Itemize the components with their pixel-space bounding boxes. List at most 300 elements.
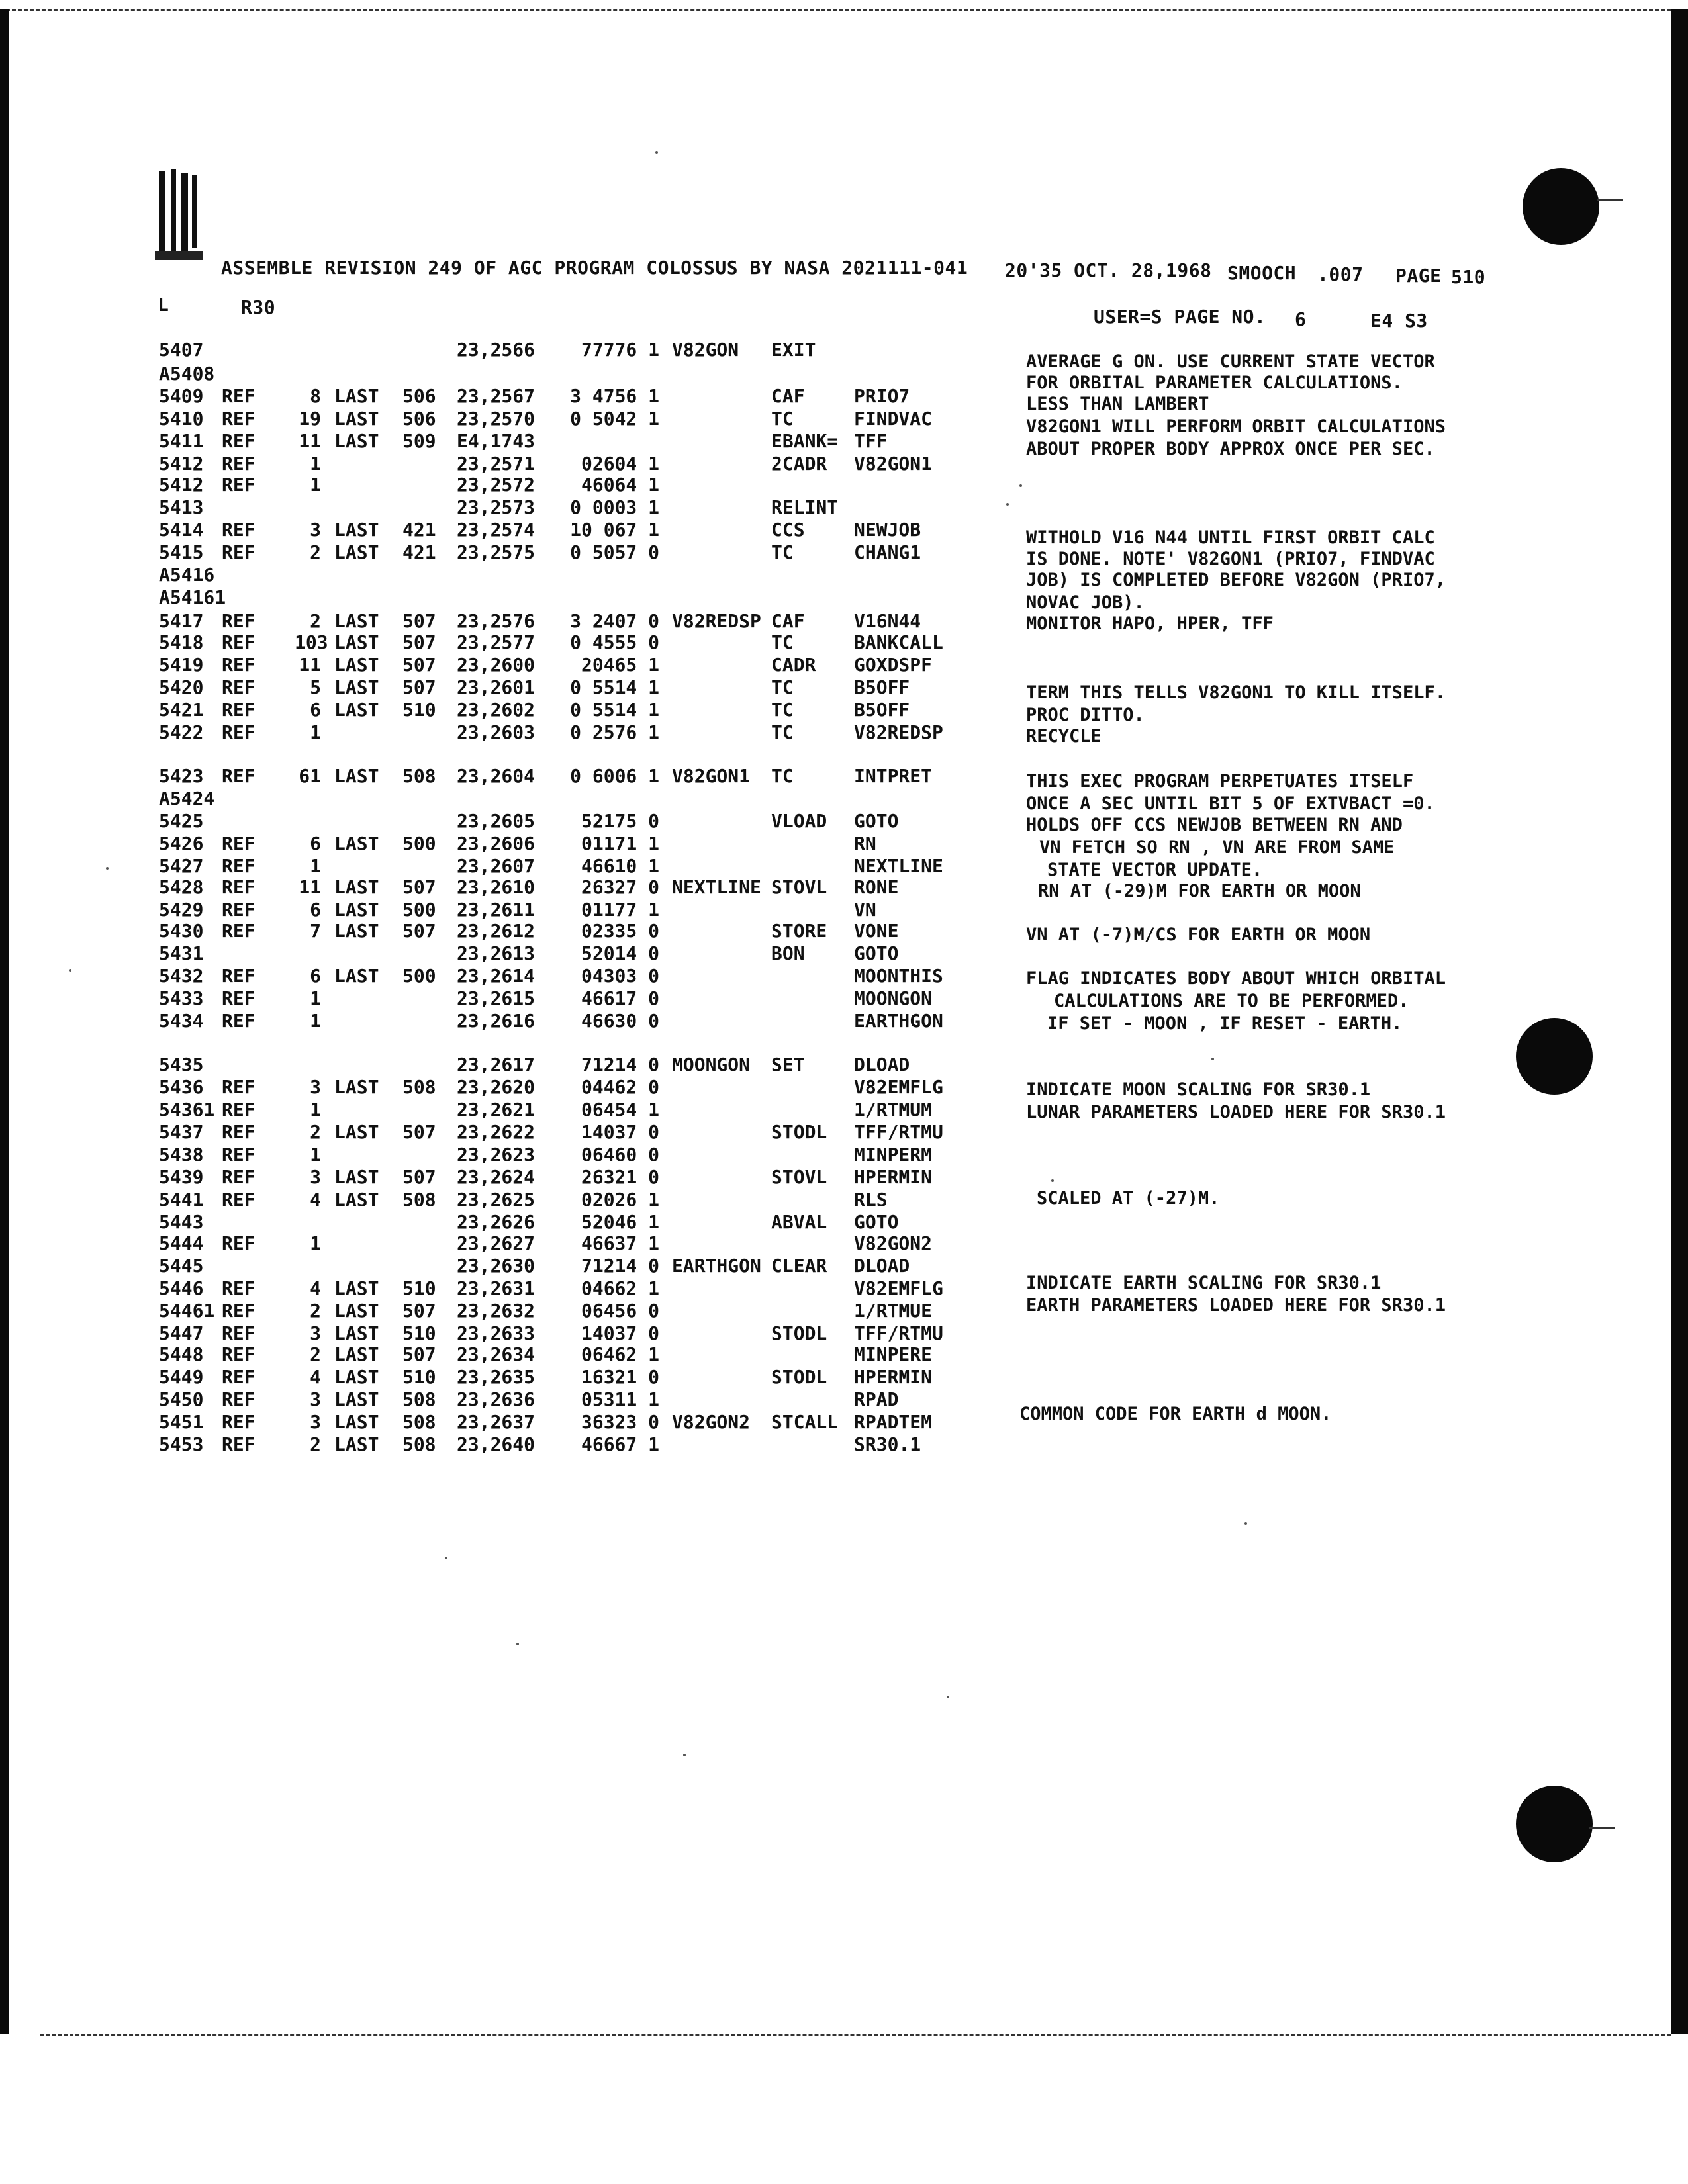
listing-row <box>0 1322 993 1345</box>
octal-code: 46617 0 <box>581 987 659 1009</box>
ref-count: 3 <box>310 1411 321 1433</box>
seq-number: 5407 <box>159 339 204 361</box>
ref-marker: REF <box>222 654 256 676</box>
seq-number: 5432 <box>159 965 204 987</box>
scan-speck <box>106 867 109 870</box>
seq-number: 5451 <box>159 1411 204 1433</box>
users-page-label: USER=S PAGE NO. <box>1094 306 1266 328</box>
ref-count: 1 <box>310 855 321 877</box>
comment-line: IS DONE. NOTE' V82GON1 (PRIO7, FINDVAC <box>1026 549 1435 569</box>
address: 23,2600 <box>457 654 536 676</box>
ref-count: 4 <box>310 1366 321 1388</box>
ref-marker: REF <box>222 1366 256 1388</box>
octal-code: 0 2576 1 <box>570 721 659 743</box>
comment-line: COMMON CODE FOR EARTH d MOON. <box>1019 1404 1332 1424</box>
address: 23,2610 <box>457 876 536 898</box>
last-marker: LAST <box>334 920 379 942</box>
seq-number: 5421 <box>159 699 204 721</box>
address: 23,2572 <box>457 474 536 496</box>
address: 23,2630 <box>457 1255 536 1277</box>
ref-marker: REF <box>222 1076 256 1098</box>
address: 23,2637 <box>457 1411 536 1433</box>
label: V82REDSP <box>672 610 761 632</box>
ref-marker: REF <box>222 385 256 407</box>
last-marker: LAST <box>334 965 379 987</box>
opcode: CADR <box>771 654 816 676</box>
octal-code: 16321 0 <box>581 1366 659 1388</box>
listing-row <box>0 453 993 475</box>
listing-row <box>0 1433 993 1456</box>
last-marker: LAST <box>334 519 379 541</box>
comment-line: TERM THIS TELLS V82GON1 TO KILL ITSELF. <box>1026 682 1446 703</box>
opcode: STOVL <box>771 1166 827 1188</box>
listing-row <box>0 855 993 878</box>
comment-line: FLAG INDICATES BODY ABOUT WHICH ORBITAL <box>1026 968 1446 989</box>
listing-row <box>0 920 993 942</box>
address: 23,2613 <box>457 942 536 964</box>
column-l-label: L <box>158 294 169 316</box>
seq-number: 5412 <box>159 453 204 475</box>
last-marker: LAST <box>334 408 379 430</box>
ref-count: 4 <box>310 1189 321 1210</box>
seq-number: 5425 <box>159 810 204 832</box>
operand: HPERMIN <box>854 1366 933 1388</box>
listing-row <box>0 965 993 987</box>
operand: DLOAD <box>854 1054 910 1075</box>
octal-code: 0 5514 1 <box>570 699 659 721</box>
ref-count: 1 <box>310 1144 321 1165</box>
last-page: 421 <box>402 541 436 563</box>
ref-marker: REF <box>222 899 256 921</box>
operand: 1/RTMUE <box>854 1300 933 1322</box>
listing-row <box>0 1166 993 1189</box>
comment-line: NOVAC JOB). <box>1026 592 1145 613</box>
operand: V82GON2 <box>854 1232 933 1254</box>
listing-row <box>0 1343 993 1366</box>
address: 23,2566 <box>457 339 536 361</box>
listing-row <box>0 631 993 654</box>
scan-speck <box>69 969 71 972</box>
comment-line: RN AT (-29)M FOR EARTH OR MOON <box>1038 881 1361 901</box>
octal-code: 46610 1 <box>581 855 659 877</box>
opcode: TC <box>771 676 794 698</box>
ref-marker: REF <box>222 1189 256 1210</box>
listing-row <box>0 899 993 921</box>
opcode: CLEAR <box>771 1255 827 1277</box>
opcode: STODL <box>771 1322 827 1344</box>
last-page: 508 <box>402 1189 436 1210</box>
address: 23,2633 <box>457 1322 536 1344</box>
address: 23,2575 <box>457 541 536 563</box>
seq-number: 5410 <box>159 408 204 430</box>
scan-speck <box>516 1643 519 1645</box>
listing-title: ASSEMBLE REVISION 249 OF AGC PROGRAM COLOSSUS BY NASA 2021111-041 <box>221 257 968 279</box>
address: 23,2622 <box>457 1121 536 1143</box>
seq-number: 5431 <box>159 942 204 964</box>
operand: EARTHGON <box>854 1010 943 1032</box>
listing-row <box>0 833 993 855</box>
seq-number: 5438 <box>159 1144 204 1165</box>
seq-number: 5434 <box>159 1010 204 1032</box>
listing-row <box>0 385 993 408</box>
comment-line: AVERAGE G ON. USE CURRENT STATE VECTOR <box>1026 351 1435 372</box>
ref-count: 11 <box>299 654 321 676</box>
octal-code: 14037 0 <box>581 1322 659 1344</box>
last-marker: LAST <box>334 610 379 632</box>
last-marker: LAST <box>334 1388 379 1410</box>
comment-line: LUNAR PARAMETERS LOADED HERE FOR SR30.1 <box>1026 1102 1446 1122</box>
comment-line: STATE VECTOR UPDATE. <box>1047 860 1263 880</box>
comment-line: LESS THAN LAMBERT <box>1026 394 1209 414</box>
label: MOONGON <box>672 1054 751 1075</box>
ref-marker: REF <box>222 920 256 942</box>
ref-count: 1 <box>310 987 321 1009</box>
last-page: 508 <box>402 1388 436 1410</box>
ref-count: 2 <box>310 1433 321 1455</box>
listing-row <box>0 1411 993 1433</box>
label: V82GON2 <box>672 1411 751 1433</box>
address: 23,2617 <box>457 1054 536 1075</box>
last-marker: LAST <box>334 676 379 698</box>
last-page: 507 <box>402 1121 436 1143</box>
last-marker: LAST <box>334 899 379 921</box>
seq-number: 5450 <box>159 1388 204 1410</box>
listing-row <box>0 1255 993 1277</box>
opcode: TC <box>771 699 794 721</box>
octal-code: 0 5057 0 <box>570 541 659 563</box>
top-edge-dash <box>0 9 1671 11</box>
address: 23,2573 <box>457 496 536 518</box>
ref-marker: REF <box>222 1322 256 1344</box>
address: 23,2571 <box>457 453 536 475</box>
last-page: 508 <box>402 1433 436 1455</box>
operand: GOTO <box>854 942 899 964</box>
operand: GOTO <box>854 1211 899 1233</box>
comment-line: IF SET - MOON , IF RESET - EARTH. <box>1047 1013 1403 1034</box>
listing-timestamp: 20'35 OCT. 28,1968 <box>1005 259 1212 281</box>
octal-code: 10 067 1 <box>570 519 659 541</box>
operand: INTPRET <box>854 765 933 787</box>
seq-number: 5423 <box>159 765 204 787</box>
operand: PRIO7 <box>854 385 910 407</box>
bottom-edge-dash <box>40 2034 1671 2036</box>
last-page: 509 <box>402 430 436 452</box>
comment-line: INDICATE MOON SCALING FOR SR30.1 <box>1026 1079 1371 1100</box>
seq-number: 5429 <box>159 899 204 921</box>
listing-row <box>0 541 993 564</box>
seq-number: 5433 <box>159 987 204 1009</box>
octal-code: 04303 0 <box>581 965 659 987</box>
ref-count: 3 <box>310 1076 321 1098</box>
opcode: CCS <box>771 519 805 541</box>
opcode: 2CADR <box>771 453 827 475</box>
comment-line: V82GON1 WILL PERFORM ORBIT CALCULATIONS <box>1026 416 1446 437</box>
last-page: 507 <box>402 1343 436 1365</box>
ref-count: 6 <box>310 699 321 721</box>
address: 23,2627 <box>457 1232 536 1254</box>
listing-row <box>0 408 993 430</box>
address: 23,2605 <box>457 810 536 832</box>
octal-code: 46064 1 <box>581 474 659 496</box>
seq-number: 5419 <box>159 654 204 676</box>
operand: VONE <box>854 920 899 942</box>
seq-number: 5412 <box>159 474 204 496</box>
ref-count: 1 <box>310 474 321 496</box>
octal-code: 06454 1 <box>581 1099 659 1120</box>
seq-number: 5443 <box>159 1211 204 1233</box>
listing-user: SMOOCH <box>1227 262 1297 284</box>
listing-row <box>0 765 993 788</box>
octal-code: 71214 0 <box>581 1255 659 1277</box>
octal-code: 0 6006 1 <box>570 765 659 787</box>
octal-code: 0 0003 1 <box>570 496 659 518</box>
seq-number: A5408 <box>159 363 215 385</box>
octal-code: 06462 1 <box>581 1343 659 1365</box>
comment-line: FOR ORBITAL PARAMETER CALCULATIONS. <box>1026 373 1403 393</box>
ref-count: 7 <box>310 920 321 942</box>
ref-count: 2 <box>310 1121 321 1143</box>
label: V82GON1 <box>672 765 751 787</box>
ref-marker: REF <box>222 1144 256 1165</box>
printer-mark-icon <box>155 169 203 267</box>
opcode: TC <box>771 765 794 787</box>
operand: V82EMFLG <box>854 1076 943 1098</box>
listing-row <box>0 676 993 699</box>
operand: MOONGON <box>854 987 933 1009</box>
operand: MINPERM <box>854 1144 933 1165</box>
listing-row <box>0 1189 993 1211</box>
listing-row <box>0 699 993 721</box>
last-marker: LAST <box>334 1277 379 1299</box>
seq-number: A54161 <box>159 586 226 608</box>
opcode: STODL <box>771 1121 827 1143</box>
octal-code: 71214 0 <box>581 1054 659 1075</box>
opcode: SET <box>771 1054 805 1075</box>
ref-marker: REF <box>222 1388 256 1410</box>
last-marker: LAST <box>334 1076 379 1098</box>
bank-label: E4 S3 <box>1370 310 1428 332</box>
address: 23,2574 <box>457 519 536 541</box>
seq-number: 5426 <box>159 833 204 854</box>
octal-code: 06460 0 <box>581 1144 659 1165</box>
ref-count: 1 <box>310 1010 321 1032</box>
ref-count: 11 <box>299 430 321 452</box>
ref-marker: REF <box>222 1433 256 1455</box>
octal-code: 26327 0 <box>581 876 659 898</box>
ref-count: 3 <box>310 1322 321 1344</box>
routine-label: R30 <box>241 296 276 318</box>
last-page: 507 <box>402 920 436 942</box>
listing-row <box>0 339 993 361</box>
address: 23,2606 <box>457 833 536 854</box>
comment-line: VN FETCH SO RN , VN ARE FROM SAME <box>1039 837 1395 858</box>
ref-marker: REF <box>222 453 256 475</box>
ref-count: 2 <box>310 1300 321 1322</box>
octal-code: 04662 1 <box>581 1277 659 1299</box>
last-page: 506 <box>402 408 436 430</box>
seq-number: 5413 <box>159 496 204 518</box>
octal-code: 0 5514 1 <box>570 676 659 698</box>
octal-code: 46637 1 <box>581 1232 659 1254</box>
operand: MOONTHIS <box>854 965 943 987</box>
ref-count: 2 <box>310 610 321 632</box>
ref-count: 1 <box>310 453 321 475</box>
ref-count: 8 <box>310 385 321 407</box>
last-marker: LAST <box>334 765 379 787</box>
ref-count: 6 <box>310 833 321 854</box>
address: 23,2631 <box>457 1277 536 1299</box>
operand: FINDVAC <box>854 408 933 430</box>
address: 23,2626 <box>457 1211 536 1233</box>
scan-speck <box>1051 1179 1054 1182</box>
octal-code: 20465 1 <box>581 654 659 676</box>
octal-code: 26321 0 <box>581 1166 659 1188</box>
ref-marker: REF <box>222 1166 256 1188</box>
ref-marker: REF <box>222 1010 256 1032</box>
listing-row <box>0 1076 993 1099</box>
octal-code: 05311 1 <box>581 1388 659 1410</box>
seq-number: 5453 <box>159 1433 204 1455</box>
listing-row <box>0 564 993 586</box>
last-page: 500 <box>402 965 436 987</box>
listing-row <box>0 1211 993 1234</box>
octal-code: 52046 1 <box>581 1211 659 1233</box>
octal-code: 01171 1 <box>581 833 659 854</box>
ref-marker: REF <box>222 765 256 787</box>
last-marker: LAST <box>334 654 379 676</box>
last-page: 500 <box>402 833 436 854</box>
seq-number: 5444 <box>159 1232 204 1254</box>
address: 23,2567 <box>457 385 536 407</box>
comment-line: VN AT (-7)M/CS FOR EARTH OR MOON <box>1026 925 1371 945</box>
address: 23,2614 <box>457 965 536 987</box>
ref-count: 6 <box>310 965 321 987</box>
scan-speck <box>1244 1522 1247 1525</box>
address: 23,2576 <box>457 610 536 632</box>
listing-row <box>0 1010 993 1032</box>
address: 23,2602 <box>457 699 536 721</box>
punch-hole-icon <box>1516 1786 1593 1862</box>
octal-code: 46630 0 <box>581 1010 659 1032</box>
seq-number: 5428 <box>159 876 204 898</box>
listing-row <box>0 496 993 519</box>
seq-number: 5411 <box>159 430 204 452</box>
comment-line: EARTH PARAMETERS LOADED HERE FOR SR30.1 <box>1026 1295 1446 1316</box>
ref-count: 4 <box>310 1277 321 1299</box>
operand: RN <box>854 833 876 854</box>
ref-marker: REF <box>222 876 256 898</box>
ref-count: 103 <box>295 631 328 653</box>
ref-count: 2 <box>310 1343 321 1365</box>
label: V82GON <box>672 339 739 361</box>
octal-code: 14037 0 <box>581 1121 659 1143</box>
octal-code: 02335 0 <box>581 920 659 942</box>
seq-number: 54361 <box>159 1099 215 1120</box>
operand: TFF/RTMU <box>854 1322 943 1344</box>
scan-speck <box>1006 503 1009 506</box>
seq-number: 5420 <box>159 676 204 698</box>
address: 23,2601 <box>457 676 536 698</box>
listing-row <box>0 1277 993 1300</box>
ref-marker: REF <box>222 1232 256 1254</box>
listing-row <box>0 1300 993 1322</box>
last-marker: LAST <box>334 1433 379 1455</box>
last-page: 507 <box>402 654 436 676</box>
operand: RLS <box>854 1189 888 1210</box>
seq-number: 5435 <box>159 1054 204 1075</box>
operand: HPERMIN <box>854 1166 933 1188</box>
address: 23,2615 <box>457 987 536 1009</box>
seq-number: 5449 <box>159 1366 204 1388</box>
operand: RPAD <box>854 1388 899 1410</box>
address: 23,2625 <box>457 1189 536 1210</box>
opcode: TC <box>771 721 794 743</box>
seq-number: 5422 <box>159 721 204 743</box>
operand: CHANG1 <box>854 541 921 563</box>
ref-count: 19 <box>299 408 321 430</box>
listing-row <box>0 430 993 453</box>
last-page: 508 <box>402 765 436 787</box>
operand: BANKCALL <box>854 631 943 653</box>
operand: DLOAD <box>854 1255 910 1277</box>
address: 23,2607 <box>457 855 536 877</box>
punch-hole-icon <box>1516 1018 1593 1095</box>
seq-number: 5437 <box>159 1121 204 1143</box>
last-page: 507 <box>402 631 436 653</box>
last-marker: LAST <box>334 1343 379 1365</box>
address: 23,2634 <box>457 1343 536 1365</box>
seq-number: 5446 <box>159 1277 204 1299</box>
ref-count: 5 <box>310 676 321 698</box>
octal-code: 02604 1 <box>581 453 659 475</box>
listing-row <box>0 519 993 541</box>
operand: 1/RTMUM <box>854 1099 933 1120</box>
octal-code: 52175 0 <box>581 810 659 832</box>
octal-code: 06456 0 <box>581 1300 659 1322</box>
address: 23,2620 <box>457 1076 536 1098</box>
operand: V82GON1 <box>854 453 933 475</box>
last-marker: LAST <box>334 631 379 653</box>
last-marker: LAST <box>334 1166 379 1188</box>
ref-marker: REF <box>222 676 256 698</box>
users-page-number: 6 <box>1295 308 1307 330</box>
ref-marker: REF <box>222 430 256 452</box>
last-marker: LAST <box>334 1411 379 1433</box>
seq-number: 5439 <box>159 1166 204 1188</box>
listing-row <box>0 810 993 833</box>
listing-row <box>0 1388 993 1411</box>
ref-marker: REF <box>222 1300 256 1322</box>
opcode: STOVL <box>771 876 827 898</box>
opcode: BON <box>771 942 805 964</box>
last-page: 510 <box>402 699 436 721</box>
comment-line: THIS EXEC PROGRAM PERPETUATES ITSELF <box>1026 771 1414 792</box>
seq-number: 5441 <box>159 1189 204 1210</box>
operand: B5OFF <box>854 699 910 721</box>
listing-row <box>0 721 993 744</box>
operand: VN <box>854 899 876 921</box>
octal-code: 36323 0 <box>581 1411 659 1433</box>
ref-count: 11 <box>299 876 321 898</box>
last-page: 507 <box>402 610 436 632</box>
scan-speck <box>445 1557 447 1559</box>
opcode: RELINT <box>771 496 839 518</box>
operand: V82EMFLG <box>854 1277 943 1299</box>
octal-code: 3 2407 0 <box>570 610 659 632</box>
opcode: TC <box>771 631 794 653</box>
opcode: CAF <box>771 610 805 632</box>
opcode: TC <box>771 541 794 563</box>
